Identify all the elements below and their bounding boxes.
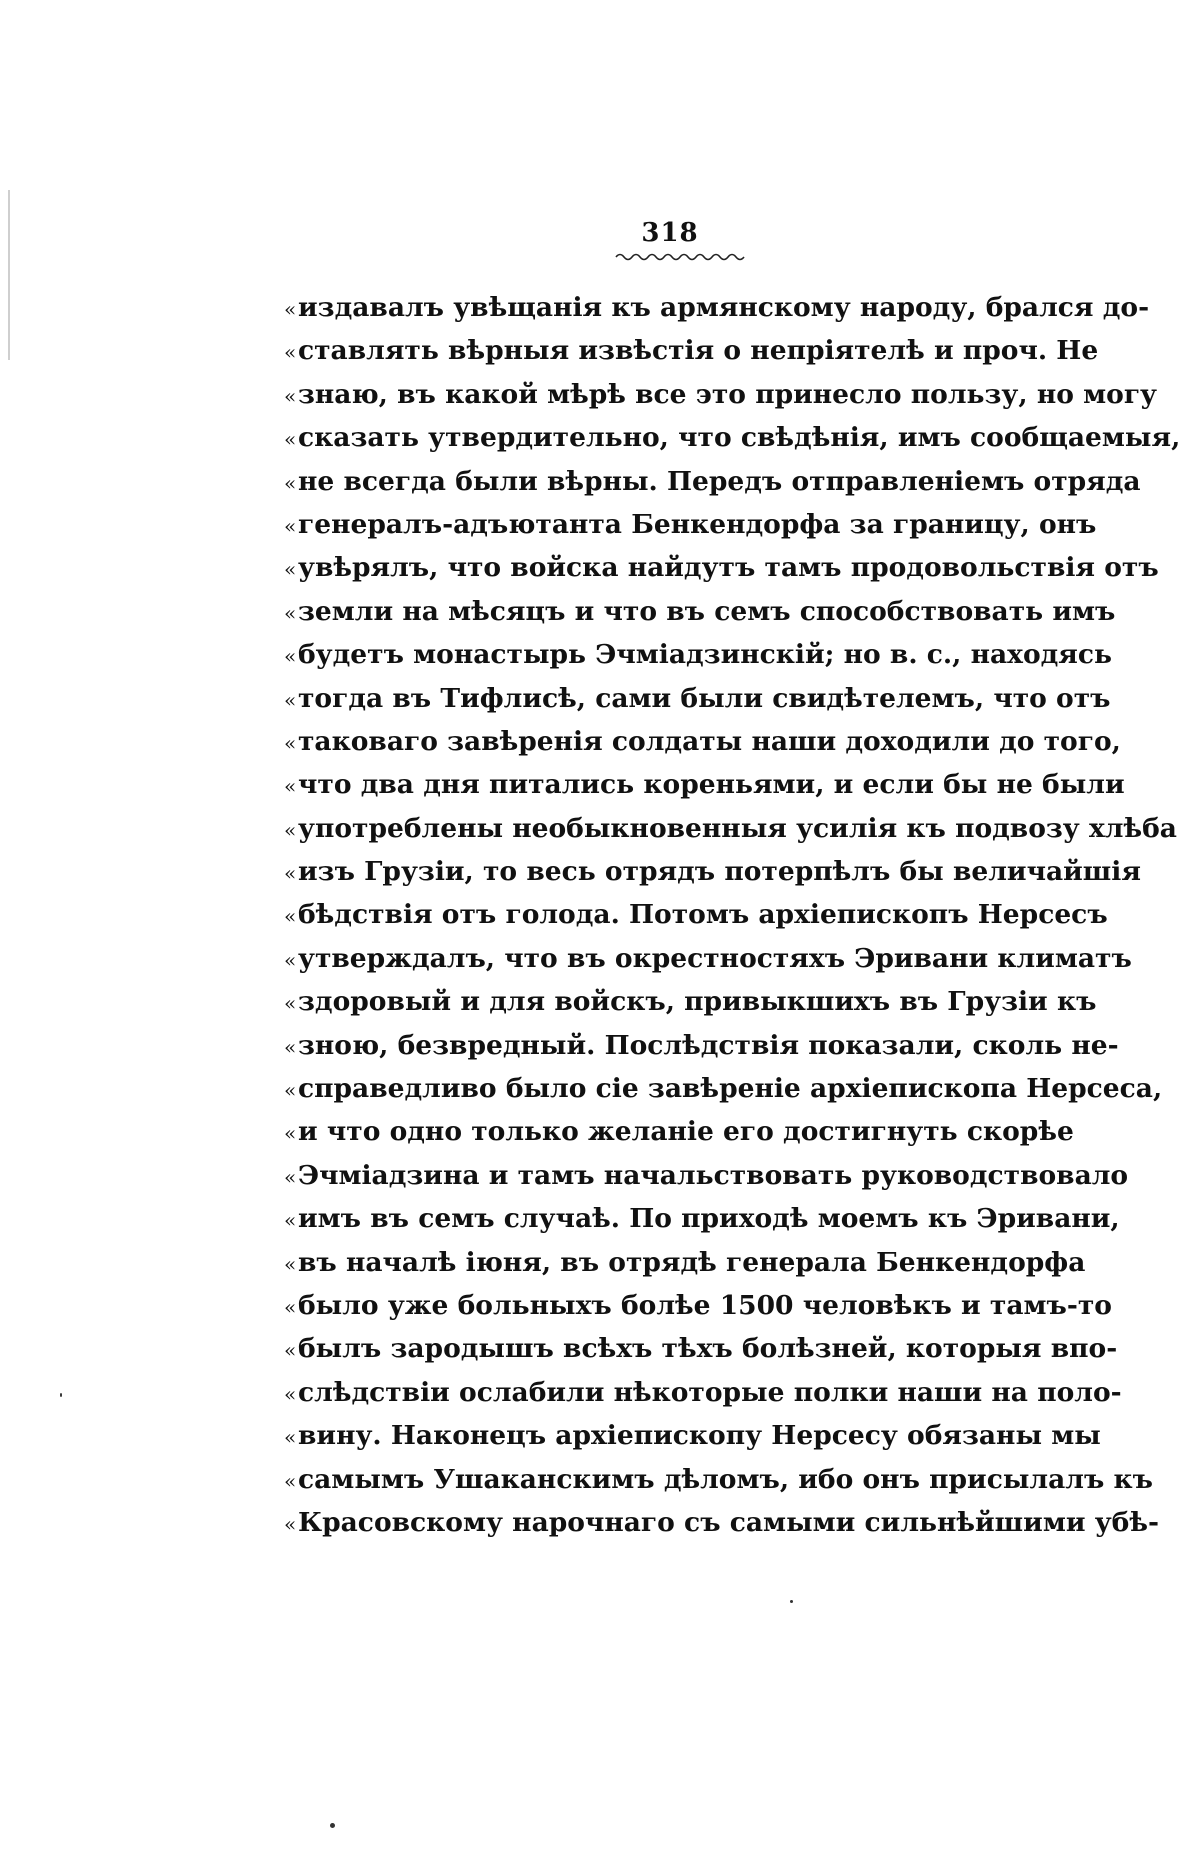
quote-mark: « (284, 383, 297, 408)
text-line-content: зною, безвредный. Послѣдствія показали, сколь не- (298, 1029, 1119, 1061)
text-line (284, 329, 1099, 372)
text-line (284, 1414, 1101, 1457)
text-line (284, 850, 1141, 893)
quote-mark: « (284, 861, 297, 886)
text-line (284, 980, 1097, 1023)
quote-mark: « (284, 513, 297, 538)
quote-mark: « (284, 644, 297, 669)
text-line (284, 633, 1112, 676)
quote-mark: « (284, 947, 297, 972)
quote-mark: « (284, 904, 297, 929)
text-line-content: употреблены необыкновенныя усилія къ подвозу хлѣба (298, 812, 1177, 844)
quote-mark: « (284, 1078, 297, 1103)
text-line (284, 1327, 1118, 1370)
text-line-content: имъ въ семъ случаѣ. По приходѣ моемъ къ Эривани, (298, 1203, 1120, 1235)
text-line-content: увѣрялъ, что войска найдутъ тамъ продовольствія отъ (298, 552, 1159, 584)
text-line-content: былъ зародышъ всѣхъ тѣхъ болѣзней, которыя впо- (298, 1333, 1118, 1365)
text-line (284, 503, 1097, 546)
quote-mark: « (284, 991, 297, 1016)
quote-mark: « (284, 557, 297, 582)
quote-mark: « (284, 340, 297, 365)
quote-mark: « (284, 1511, 297, 1536)
text-line-content: вину. Наконецъ архіепископу Нерсесу обязаны мы (298, 1420, 1101, 1452)
text-line (284, 807, 1177, 850)
text-line-content: здоровый и для войскъ, привыкшихъ въ Грузіи къ (298, 986, 1097, 1018)
text-line-content: тогда въ Тифлисѣ, сами были свидѣтелемъ, что отъ (298, 682, 1111, 714)
text-line-content: было уже больныхъ болѣе 1500 человѣкъ и тамъ-то (298, 1289, 1112, 1321)
quote-mark: « (284, 1381, 297, 1406)
text-line (284, 1284, 1112, 1327)
text-line-content: земли на мѣсяцъ и что въ семъ способствовать имъ (298, 595, 1116, 627)
text-line-content: слѣдствіи ослабили нѣкоторые полки наши на поло- (298, 1376, 1122, 1408)
quote-mark: « (284, 1294, 297, 1319)
text-line (284, 1067, 1163, 1110)
text-line (284, 546, 1159, 589)
quote-mark: « (284, 1034, 297, 1059)
text-line-content: издавалъ увѣщанія къ армянскому народу, брался до- (298, 292, 1150, 323)
text-line (284, 1110, 1074, 1153)
text-line-content: генералъ-адъютанта Бенкендорфа за границу, онъ (298, 508, 1097, 540)
body-text (284, 286, 1180, 1544)
text-line (284, 893, 1108, 936)
quote-mark: « (284, 1208, 297, 1233)
scan-speck (790, 1600, 793, 1603)
page-header (0, 218, 1140, 248)
page-number: 318 (641, 218, 699, 248)
text-line (284, 373, 1158, 416)
text-line-content: справедливо было сіе завѣреніе архіепископа Нерсеса, (298, 1073, 1163, 1105)
quote-mark: « (284, 1338, 297, 1363)
text-line (284, 720, 1121, 763)
scan-speck (330, 1823, 335, 1828)
text-line (284, 1501, 1159, 1544)
quote-mark: « (284, 600, 297, 625)
quote-mark: « (284, 730, 297, 755)
text-line (284, 416, 1180, 459)
text-line (284, 1241, 1086, 1284)
text-line-content: бѣдствія отъ голода. Потомъ архіепископъ Нерсесъ (298, 899, 1108, 931)
text-line-content: что два дня питались кореньями, и если бы не были (298, 769, 1125, 801)
text-line-content: таковаго завѣренія солдаты наши доходили до того, (298, 725, 1121, 757)
quote-mark: « (284, 1425, 297, 1450)
text-line (284, 677, 1111, 720)
quote-mark: « (284, 1251, 297, 1276)
text-line (284, 763, 1125, 806)
quote-mark: « (284, 1468, 297, 1493)
wavy-rule (616, 252, 746, 262)
text-line-content: самымъ Ушаканскимъ дѣломъ, ибо онъ присылалъ къ (298, 1463, 1153, 1495)
text-line-content: будетъ монастырь Эчміадзинскій; но в. с., находясь (298, 639, 1112, 671)
text-line-content: утверждалъ, что въ окрестностяхъ Эривани климатъ (298, 942, 1132, 974)
quote-mark: « (284, 297, 297, 321)
quote-mark: « (284, 687, 297, 712)
quote-mark: « (284, 1164, 297, 1189)
scan-speck (60, 1393, 62, 1397)
text-line (284, 286, 1150, 329)
text-line-content: изъ Грузіи, то весь отрядъ потерпѣлъ бы величайшія (298, 856, 1141, 888)
text-line (284, 460, 1141, 503)
scan-edge-shadow (8, 190, 10, 360)
text-line-content: Красовскому нарочнаго съ самыми сильнѣйшими убѣ- (298, 1506, 1159, 1538)
text-line (284, 937, 1132, 980)
quote-mark: « (284, 427, 297, 452)
text-line (284, 1371, 1122, 1414)
text-line (284, 1197, 1120, 1240)
text-line-content: въ началѣ іюня, въ отрядѣ генерала Бенкендорфа (298, 1246, 1086, 1278)
text-line-content: знаю, въ какой мѣрѣ все это принесло пользу, но могу (298, 378, 1158, 410)
text-line-content: Эчміадзина и тамъ начальствовать руководствовало (298, 1159, 1129, 1191)
text-line (284, 1024, 1119, 1067)
text-line-content: не всегда были вѣрны. Передъ отправленіемъ отряда (298, 465, 1141, 497)
quote-mark: « (284, 470, 297, 495)
text-line-content: сказать утвердительно, что свѣдѣнія, имъ сообщаемыя, (298, 422, 1180, 454)
text-line-content: и что одно только желаніе его достигнуть скорѣе (298, 1116, 1074, 1148)
quote-mark: « (284, 774, 297, 799)
quote-mark: « (284, 1121, 297, 1146)
text-line (284, 1154, 1129, 1197)
quote-mark: « (284, 817, 297, 842)
text-line-content: ставлять вѣрныя извѣстія о непріятелѣ и проч. Не (298, 335, 1099, 367)
text-line (284, 1458, 1153, 1501)
text-line (284, 590, 1116, 633)
